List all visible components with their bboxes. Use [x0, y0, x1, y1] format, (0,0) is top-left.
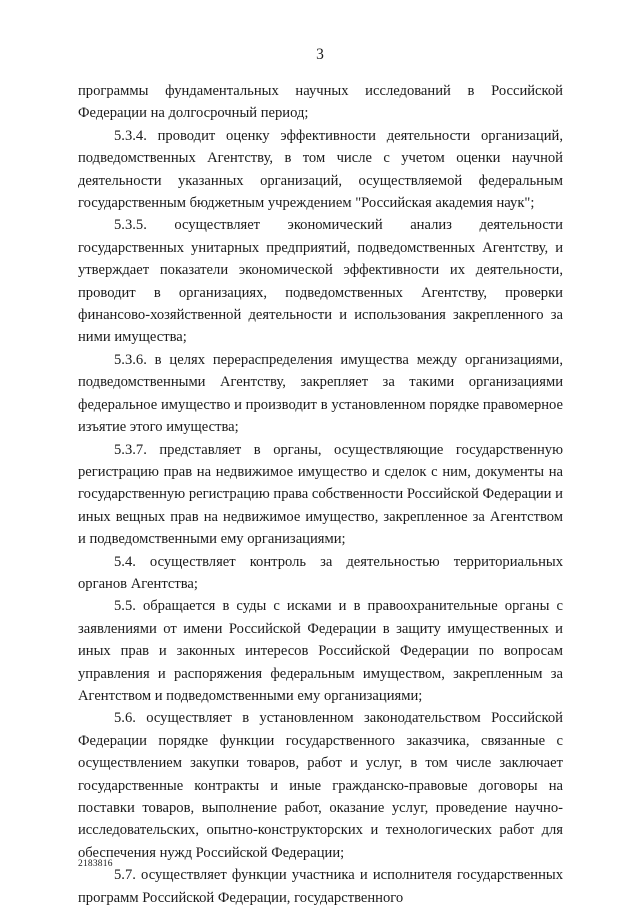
paragraph-5-3-7: 5.3.7. представляет в органы, осуществляющие государственную регистрацию прав на недвижимое имущество и сделок с ним, документы на государственную регистрацию права собственности Российской Федерации и иных вещных прав на недвижимое имущество, закрепленное за Агентством и подведомственными ему организациями;: [78, 441, 563, 548]
paragraph-5-5: 5.5. обращается в суды с исками и в правоохранительные органы с заявлениями от имени Российской Федерации в защиту имущественных и иных прав и законных интересов Российской Федерации по вопросам управления и распоряжения федеральным имуществом, закрепленным за Агентством и подведомственными ему организациями;: [78, 598, 563, 704]
paragraph-5-3-6: 5.3.6. в целях перераспределения имущества между организациями, подведомственными Агентству, закрепляет за такими организациями федеральное имущество и производит в установленном порядке правомерное изъятие этого имущества;: [78, 351, 563, 436]
paragraph-continued: программы фундаментальных научных исследований в Российской Федерации на долгосрочный период;: [78, 83, 563, 122]
paragraph-5-3-4: 5.3.4. проводит оценку эффективности деятельности организаций, подведомственных Агентству, в том числе с учетом оценки научной деятельности указанных организаций, осуществляемой федеральным государственным бюджетным учреждением "Российская академия наук";: [78, 127, 563, 212]
page-number: 3: [316, 46, 324, 63]
paragraph-5-6: 5.6. осуществляет в установленном законодательством Российской Федерации порядке функции государственного заказчика, связанные с осуществлением закупки товаров, работ и услуг, в том числе заключает государственные контракты и иные гражданско-правовые договоры на поставки товаров, выполнение работ, оказание услуг, проведение научно-исследовательских, опытно-конструкторских и технологических работ для обеспечения нужд Российской Федерации;: [78, 710, 563, 861]
document-code: 2183816: [78, 859, 113, 869]
paragraph-5-4: 5.4. осуществляет контроль за деятельностью территориальных органов Агентства;: [78, 553, 563, 592]
paragraph-5-3-5: 5.3.5. осуществляет экономический анализ деятельности государственных унитарных предприятий, подведомственных Агентству, и утверждает показатели экономической эффективности их деятельности, проводит в организациях, подведомственных Агентству, проверки финансово-хозяйственной деятельности и использования закрепленного за ними имущества;: [78, 217, 563, 346]
paragraph-5-7: 5.7. осуществляет функции участника и исполнителя государственных программ Российской Федерации, государственного: [78, 867, 563, 906]
document-body: [78, 80, 563, 909]
